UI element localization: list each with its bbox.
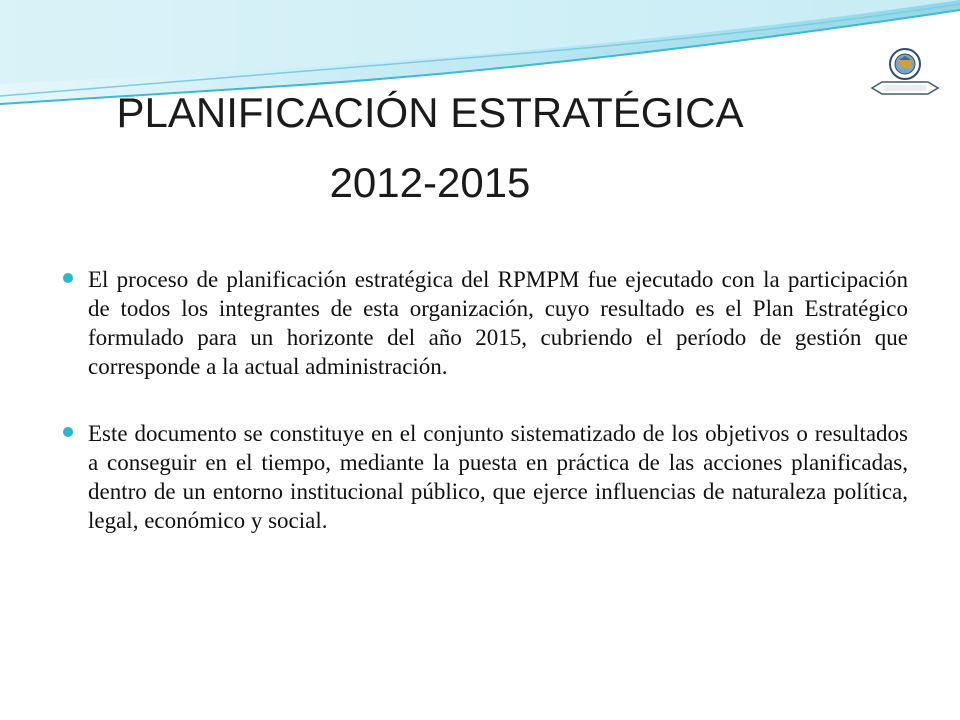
bullet-dot-icon (63, 273, 73, 283)
slide-title (60, 78, 800, 218)
slide-title-line-2: 2012-2015 (329, 159, 531, 206)
bullet-list (60, 265, 908, 573)
bullet-text: El proceso de planificación estratégica del RPMPM fue ejecutado con la participación de todos los integrantes de esta organización, cuyo resultado es el Plan Estratégico formulado para un horizonte del año 2015, cubriendo el período de gestión que corresponde a la actual administración. (88, 267, 908, 379)
bullet-item (60, 419, 908, 535)
slide-title-line-1: PLANIFICACIÓN ESTRATÉGICA (116, 89, 744, 136)
bullet-item (60, 265, 908, 381)
bullet-text: Este documento se constituye en el conjunto sistematizado de los objetivos o resultados a conseguir en el tiempo, mediante la puesta en práctica de las acciones planificadas, dentro de un entorno institucional público, que ejerce influencias de naturaleza política, legal, económico y social. (88, 421, 908, 533)
bullet-dot-icon (63, 427, 73, 437)
institution-logo (866, 42, 944, 102)
institution-seal-icon (866, 42, 944, 102)
